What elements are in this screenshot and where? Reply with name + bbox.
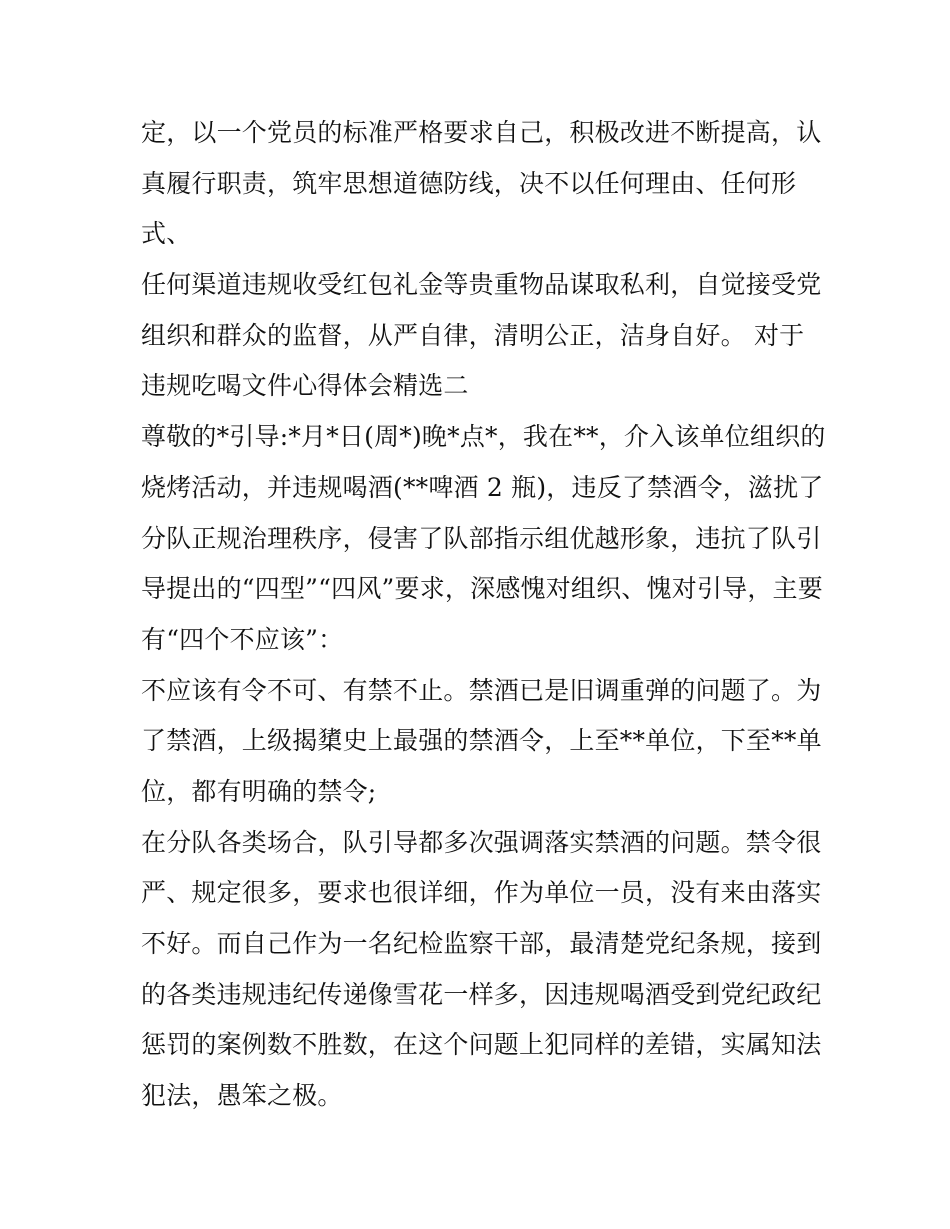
text-line: 犯法，愚笨之极。 — [141, 1081, 343, 1111]
section-heading: 违规吃喝文件心得体会精选二 — [141, 371, 469, 401]
text-line: 定，以一个党员的标准严格要求自己，积极改进不断提高，认 — [141, 118, 822, 147]
text-line: 真履行职责，筑牢思想道德防线，决不以任何理由、任何形 — [141, 168, 797, 198]
text-line: 严、规定很多，要求也很详细，作为单位一员，没有来由落实 — [141, 878, 822, 908]
text-line: 惩罚的案例数不胜数，在这个问题上犯同样的差错，实属知法 — [141, 1030, 822, 1060]
text-line: 位，都有明确的禁令; — [141, 776, 377, 806]
text-line: 分队正规治理秩序，侵害了队部指示组优越形象，违抗了队引 — [141, 523, 822, 553]
text-line: 式、 — [141, 219, 192, 249]
text-line: 不应该有令不可、有禁不止。禁酒已是旧调重弹的问题了。为 — [141, 675, 822, 705]
text-line: 不好。而自己作为一名纪检监察干部，最清楚党纪条规，接到 — [141, 929, 822, 958]
text-line: 烧烤活动，并违规喝酒(**啤酒 2 瓶)，违反了禁酒令，滋扰了 — [141, 472, 824, 502]
text-line: 导提出的“四型”“四风”要求，深感愧对组织、愧对引导，主要 — [141, 574, 823, 604]
text-line: 有“四个不应该”： — [141, 624, 344, 654]
text-line: 任何渠道违规收受红包礼金等贵重物品谋取私利，自觉接受党 — [141, 270, 822, 300]
text-line: 组织和群众的监督，从严自律，清明公正，洁身自好。 对于 — [141, 320, 805, 350]
text-line: 尊敬的*引导:*月*日(周*)晚*点*，我在**，介入该单位组织的 — [141, 422, 826, 452]
body-text — [141, 108, 826, 1122]
text-line: 的各类违规违纪传递像雪花一样多，因违规喝酒受到党纪政纪 — [141, 979, 822, 1009]
text-line: 了禁酒，上级揭橥史上最强的禁酒令，上至**单位，下至**单 — [141, 726, 822, 756]
text-line: 在分队各类场合，队引导都多次强调落实禁酒的问题。禁令很 — [141, 827, 822, 857]
